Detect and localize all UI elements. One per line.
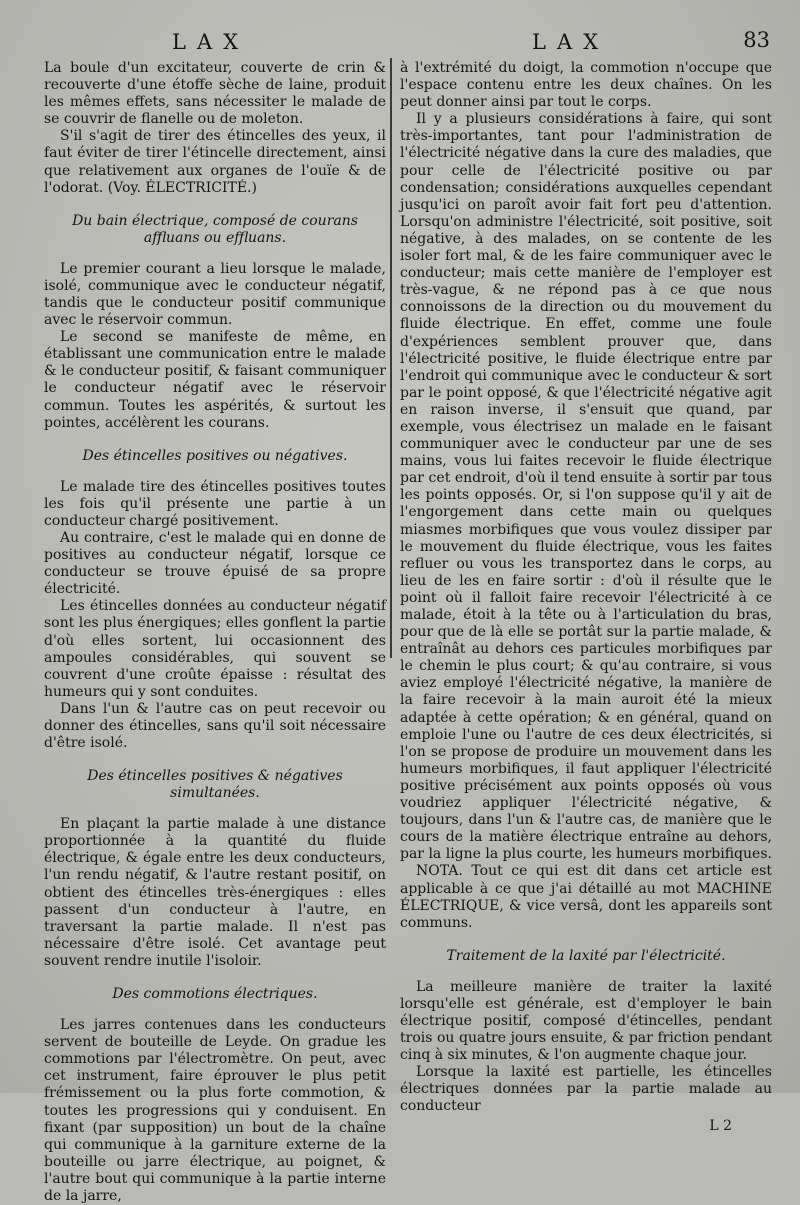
page-number: 83 (743, 28, 770, 52)
running-head-left: LAX (172, 30, 250, 54)
paragraph: S'il s'agit de tirer des étincelles des yeux, il faut éviter de tirer l'étincelle directement, ainsi que relativement aux organes de l'ouïe & de l'odorat. (Voy. ÉLECTRICITÉ.) (44, 128, 386, 196)
column-rule (390, 58, 392, 658)
paragraph: Au contraire, c'est le malade qui en donne de positives au conducteur négatif, lorsque ce conducteur se trouve épuisé de sa propre électricité. (44, 529, 386, 598)
section-heading: Des étincelles positives ou négatives. (82, 447, 348, 464)
paragraph: La meilleure manière de traiter la laxité lorsqu'elle est générale, est d'employer le bain électrique positif, composé d'étincelles, pendant trois ou quatre jours ensuite, & par friction pendant cinq à six minutes, & l'on augmente chaque jour. (400, 978, 772, 1064)
paragraph: En plaçant la partie malade à une distance proportionnée à la quantité du fluide électrique, & égale entre les deux conducteurs, l'un rendu négatif, & l'autre restant positif, on obtient des étincelles très-énergiques : elles passent d'un conducteur à l'autre, en traversant la partie malade. Il n'est pas nécessaire d'être isolé. Cet avantage peut souvent rendre inutile l'isoloir. (44, 816, 386, 969)
left-column (44, 60, 386, 1205)
nota-paragraph: NOTA. Tout ce qui est dit dans cet article est applicable à ce que j'ai détaillé au mot MACHINE ÉLECTRIQUE, & vice versâ, dont les appareils sont communs. (400, 863, 772, 931)
paragraph: Le premier courant a lieu lorsque le malade, isolé, communique avec le conducteur négatif, tandis que le conducteur positif communique avec le réservoir commun. (44, 260, 386, 329)
paragraph: à l'extrémité du doigt, la commotion n'occupe que l'espace contenu entre les deux chaînes. On les peut donner ainsi par tout le corps. (400, 60, 772, 111)
section-heading: Du bain électrique, composé de courans affluans ou effluans. (72, 212, 358, 246)
section-heading: Des étincelles positives & négatives simultanées. (87, 768, 343, 802)
paragraph: Les étincelles données au conducteur négatif sont les plus énergiques; elles gonflent la partie d'où elles sortent, lui occasionnent des ampoules considérables, qui souvent se couvrent d'une croûte épaisse : résultat des humeurs qui y sont conduites. (44, 598, 386, 700)
paragraph: Le malade tire des étincelles positives toutes les fois qu'il présente une partie à un conducteur chargé positivement. (44, 478, 386, 529)
section-heading: Traitement de la laxité par l'électricité. (446, 947, 726, 964)
paragraph: La boule d'un excitateur, couverte de crin & recouverte d'une étoffe sèche de laine, produit les mêmes effets, sans nécessiter le malade de se couvrir de flanelle ou de moleton. (44, 60, 386, 128)
paragraph: Il y a plusieurs considérations à faire, qui sont très-importantes, tant pour l'administration de l'électricité négative dans la cure des maladies, que pour celle de l'électricité positive ou par condensation; considérations auxquelles cependant jusqu'ici on paroît avoir fait fort peu d'attention. Lorsqu'on administre l'électricité, soit positive, soit négative, à des malades, on se contente de les isoler fort mal, & de les faire communiquer avec le conducteur; mais cette manière de l'employer est très-vague, & ne répond pas à ce que nous connoissons de la direction ou du mouvement du fluide électrique. En effet, comme une foule d'expériences semblent prouver que, dans l'électricité positive, le fluide électrique entre par l'endroit qui communique avec le conducteur & sort par le point opposé, & que l'électricité négative agit en raison inverse, il s'ensuit que quand, par exemple, vous électrisez un malade en le faisant communiquer avec le conducteur par une de ses mains, vous lui faites recevoir le fluide électrique par cet endroit, d'où il tend ensuite à sortir par tous les points opposés. Or, si l'on suppose qu'il y ait de l'engorgement dans cette main ou quelques miasmes morbifiques que vous voulez dissiper par le mouvement du fluide électrique, vous les faites refluer ou vous les transportez dans le corps, au lieu de les en faire sortir : d'où il résulte que le point où il falloit faire recevoir l'électricité à ce malade, étoit à la tête ou à l'articulation du bras, pour que de là elle se portât sur la partie malade, & entraînât au dehors ces particules morbifiques par le chemin le plus court; & qu'au contraire, si vous aviez employé l'électricité négative, la manière de la faire recevoir à la main auroit été la mieux adaptée à cette opération; & en général, quand on emploie l'une ou l'autre de ces deux électricités, si l'on se propose de produire un mouvement dans les humeurs morbifiques, il faut appliquer l'électricité positive précisément aux points opposés où vous voudriez appliquer l'électricité négative, & toujours, dans l'un & l'autre cas, de manière que le cours de la matière électrique entraîne au dehors, par la ligne la plus courte, les humeurs morbifiques. (400, 111, 772, 863)
section-heading: Des commotions électriques. (112, 986, 318, 1003)
paragraph: Les jarres contenues dans les conducteurs servent de bouteille de Leyde. On gradue les commotions par l'électromètre. On peut, avec cet instrument, faire éprouver le plus petit frémissement ou la plus forte commotion, & toutes les progressions qui y conduisent. En fixant (par supposition) un bout de la chaîne qui communique à la garniture externe de la bouteille ou jarre électrique, au poignet, & l'autre bout qui communique à la partie interne de la jarre, (44, 1017, 386, 1204)
running-head-right: LAX (532, 30, 610, 54)
paragraph: Le second se manifeste de même, en établissant une communication entre le malade & le conducteur positif, & faisant communiquer le conducteur négatif avec le réservoir commun. Toutes les aspérités, & surtout les pointes, accélèrent les courans. (44, 329, 386, 431)
paragraph: Dans l'un & l'autre cas on peut recevoir ou donner des étincelles, sans qu'il soit nécessaire d'être isolé. (44, 700, 386, 752)
right-column (400, 60, 772, 1135)
signature-mark: L 2 (709, 1117, 732, 1134)
paragraph: Lorsque la laxité est partielle, les étincelles électriques données par la partie malade au conducteur (400, 1064, 772, 1115)
